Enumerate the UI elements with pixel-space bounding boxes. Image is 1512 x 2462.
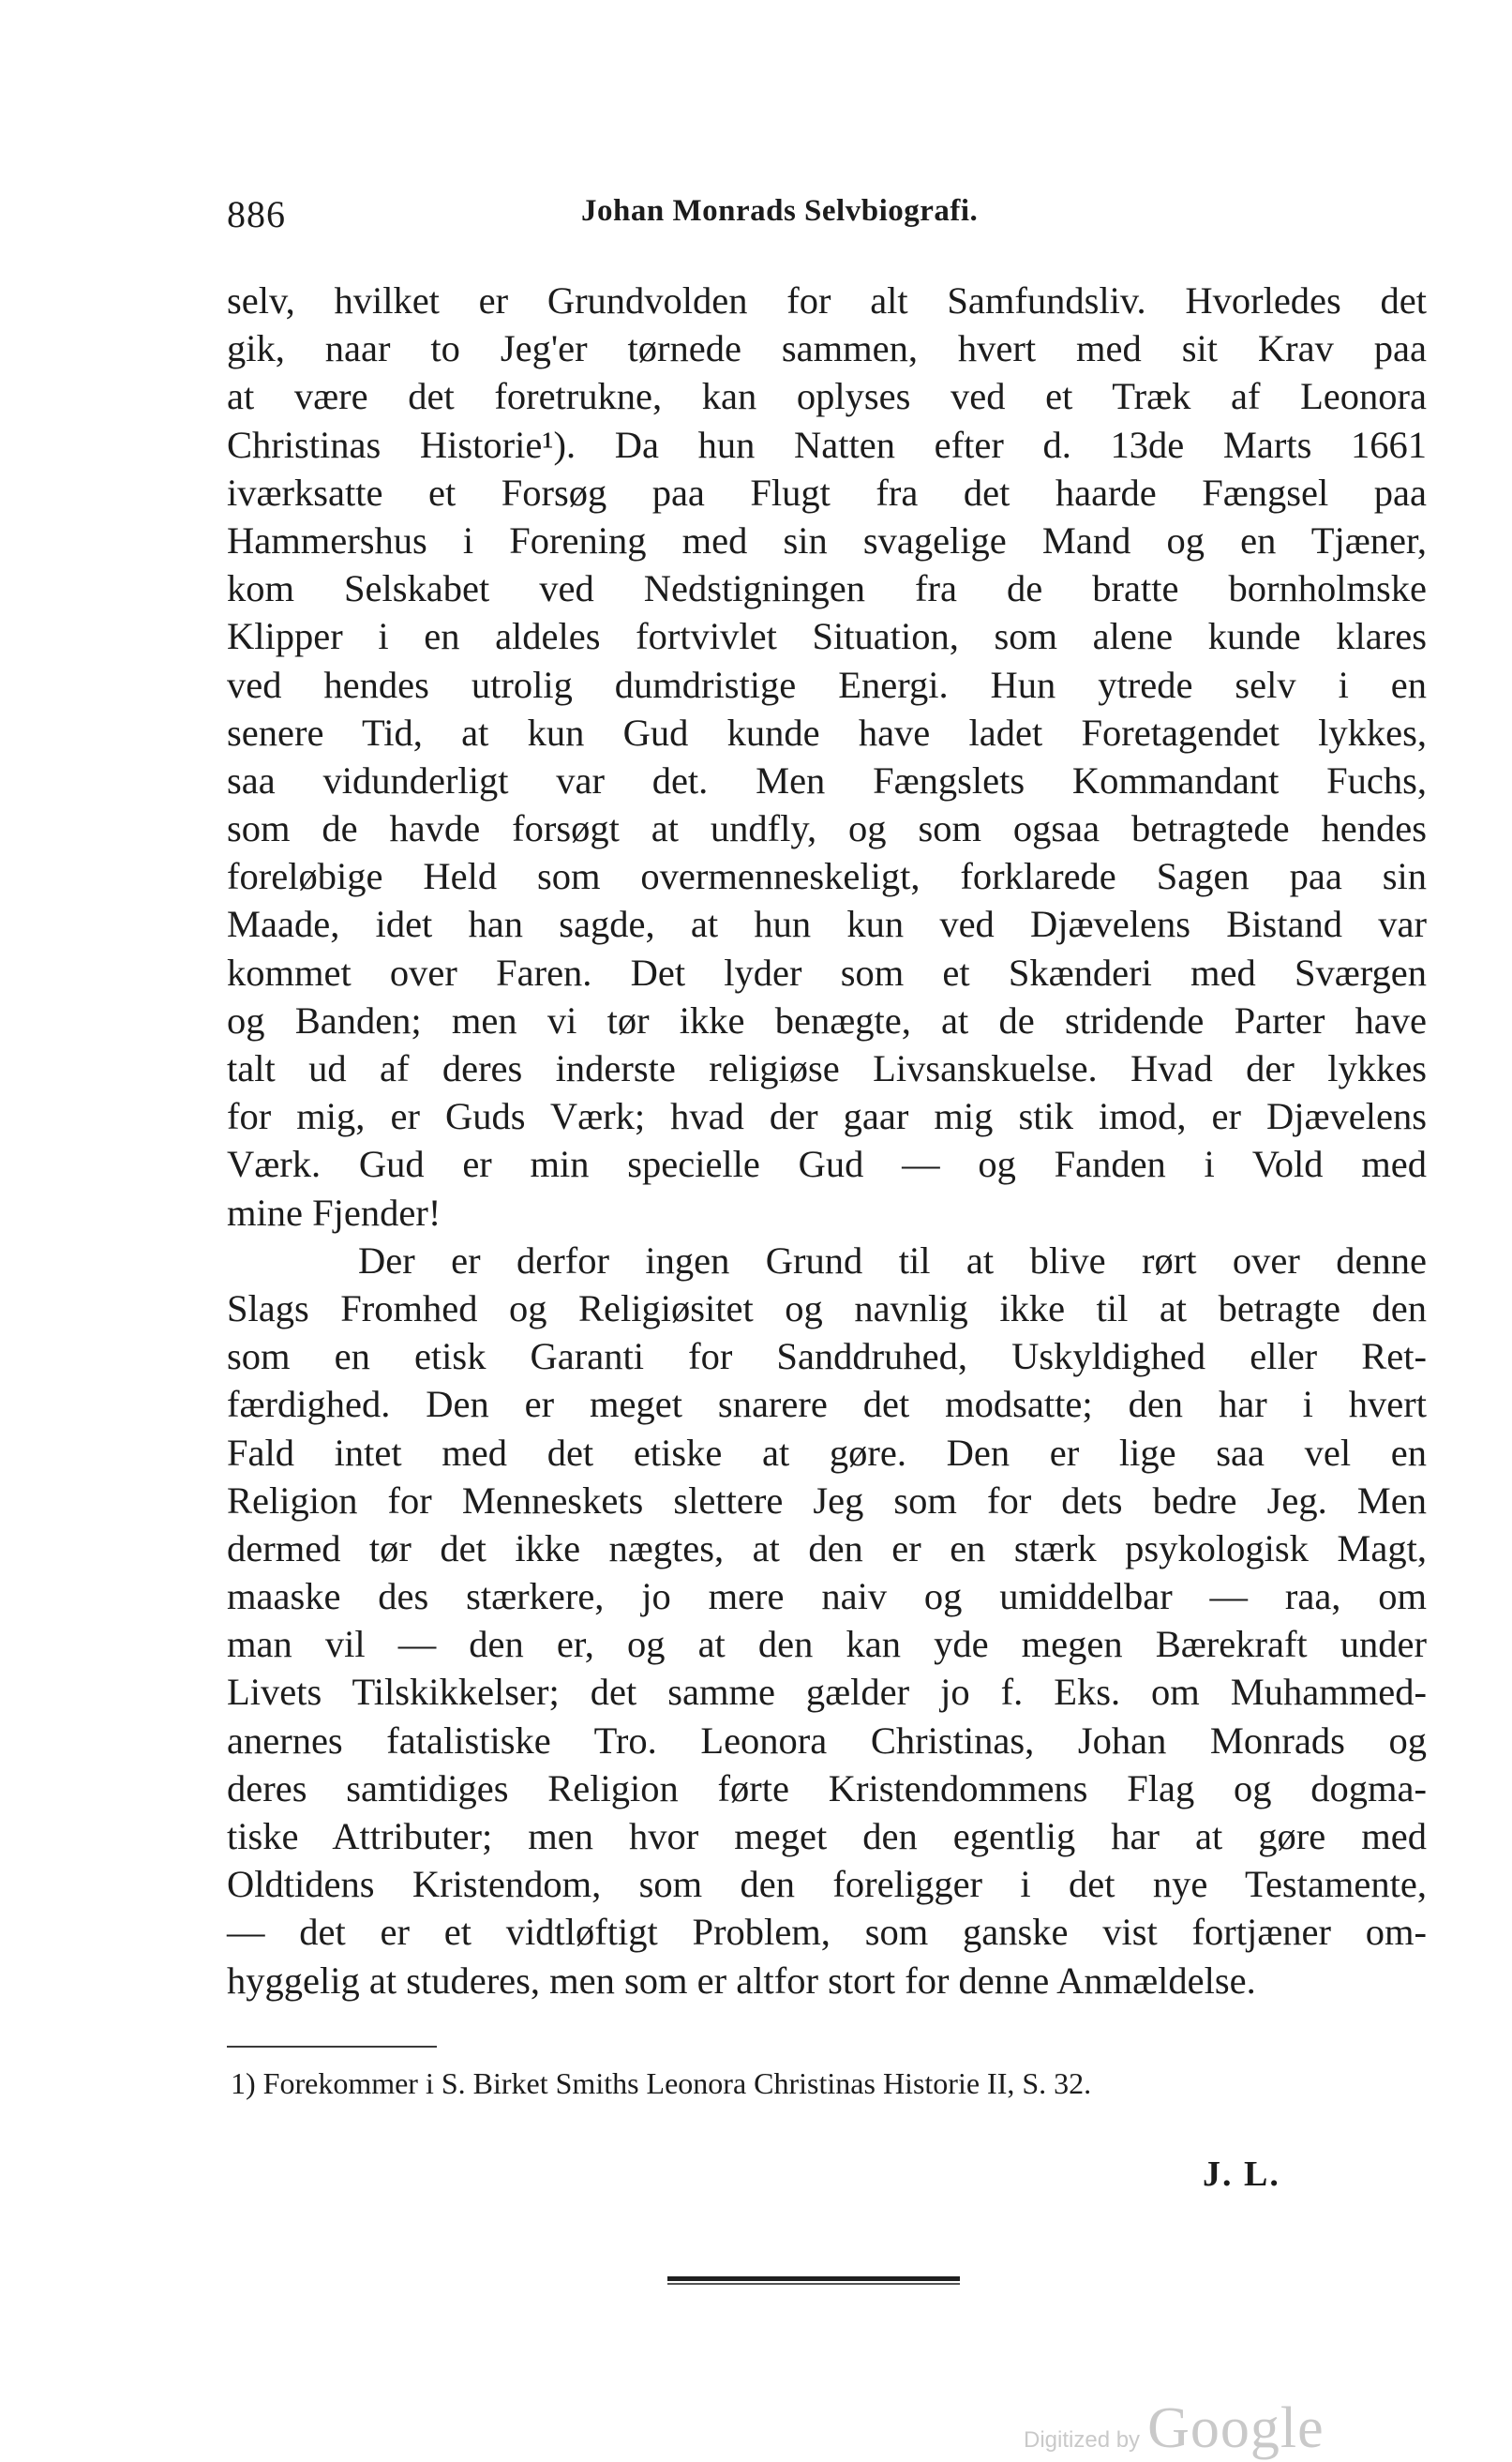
text-line: hyggelig at studeres, men som er altfor stort for denne Anmældelse. (227, 1959, 1256, 2002)
digitization-watermark (1024, 2395, 1325, 2462)
end-rule-thin (667, 2283, 960, 2285)
author-signature: J. L. (1203, 2154, 1280, 2194)
text-line: senere Tid, at kun Gud kunde have ladet Foretagendet lykkes, (227, 711, 1427, 754)
text-line: kom Selskabet ved Nedstigningen fra de bratte bornholmske (227, 567, 1427, 610)
text-line: Religion for Menneskets slettere Jeg som for dets bedre Jeg. Men (227, 1479, 1427, 1522)
text-line: for mig, er Guds Værk; hvad der gaar mig stik imod, er Djævelens (227, 1095, 1427, 1138)
text-line: at være det foretrukne, kan oplyses ved et Træk af Leonora (227, 375, 1427, 418)
text-line: Oldtidens Kristendom, som den foreligger i det nye Testamente, (227, 1863, 1427, 1906)
text-line: og Banden; men vi tør ikke benægte, at de stridende Parter have (227, 998, 1427, 1042)
text-line: kommet over Faren. Det lyder som et Skænderi med Sværgen (227, 951, 1427, 994)
text-line: Værk. Gud er min specielle Gud — og Fanden i Vold med (227, 1143, 1427, 1186)
text-line: — det er et vidtløftigt Problem, som ganske vist fortjæner om- (227, 1911, 1427, 1954)
text-line: talt ud af deres inderste religiøse Livsanskuelse. Hvad der lykkes (227, 1047, 1427, 1089)
text-line: ved hendes utrolig dumdristige Energi. Hun ytrede selv i en (227, 663, 1427, 706)
text-line: saa vidunderligt var det. Men Fængslets Kommandant Fuchs, (227, 758, 1427, 802)
text-line: færdighed. Den er meget snarere det modsatte; den har i hvert (227, 1383, 1427, 1426)
footnote-text: Forekommer i S. Birket Smiths Leonora Christinas Historie II, S. 32. (262, 2066, 1092, 2100)
google-logo: Google (1147, 2396, 1325, 2460)
footnote-divider (227, 2046, 437, 2048)
watermark-prefix: Digitized by (1024, 2427, 1141, 2453)
text-line: dermed tør det ikke nægtes, at den er en stærk psykologisk Magt, (227, 1526, 1427, 1569)
footnote (231, 2063, 1091, 2104)
text-line: Maade, idet han sagde, at hun kun ved Djævelens Bistand var (227, 903, 1427, 946)
text-line: Klipper i en aldeles fortvivlet Situation, som alene kunde klares (227, 615, 1427, 658)
text-line: maaske des stærkere, jo mere naiv og umiddelbar — raa, om (227, 1575, 1427, 1618)
footnote-marker: 1) (231, 2066, 256, 2100)
text-line: som de havde forsøgt at undfly, og som ogsaa betragtede hendes (227, 807, 1427, 850)
text-line-indented: Der er derfor ingen Grund til at blive rørt over denne (358, 1239, 1427, 1282)
text-line: anernes fatalistiske Tro. Leonora Christinas, Johan Monrads og (227, 1719, 1427, 1762)
text-line: Fald intet med det etiske at gøre. Den er lige saa vel en (227, 1431, 1427, 1474)
text-line: som en etisk Garanti for Sanddruhed, Uskyldighed eller Ret- (227, 1335, 1427, 1378)
text-line: gik, naar to Jeg'er tørnede sammen, hvert med sit Krav paa (227, 327, 1427, 370)
text-line: Slags Fromhed og Religiøsitet og navnlig ikke til at betragte den (227, 1286, 1427, 1329)
text-line: iværksatte et Forsøg paa Flugt fra det haarde Fængsel paa (227, 471, 1427, 514)
body-text (227, 277, 1427, 2004)
text-line: Hammershus i Forening med sin svagelige Mand og en Tjæner, (227, 518, 1427, 562)
text-line: tiske Attributer; men hvor meget den egentlig har at gøre med (227, 1815, 1427, 1857)
text-line: deres samtidiges Religion førte Kristendommens Flag og dogma- (227, 1766, 1427, 1809)
text-line: selv, hvilket er Grundvolden for alt Samfundsliv. Hvorledes det (227, 279, 1427, 322)
end-ornament-rule (667, 2276, 960, 2286)
text-line: man vil — den er, og at den kan yde megen Bærekraft under (227, 1623, 1427, 1666)
text-line: mine Fjender! (227, 1191, 442, 1234)
page-number: 886 (227, 193, 286, 235)
running-title: Johan Monrads Selvbiografi. (581, 194, 979, 228)
text-line: foreløbige Held som overmenneskeligt, forklarede Sagen paa sin (227, 855, 1427, 898)
end-rule-thick (667, 2276, 960, 2281)
text-line: Christinas Historie¹). Da hun Natten efter d. 13de Marts 1661 (227, 423, 1427, 466)
text-line: Livets Tilskikkelser; det samme gælder jo f. Eks. om Muhammed- (227, 1671, 1427, 1714)
